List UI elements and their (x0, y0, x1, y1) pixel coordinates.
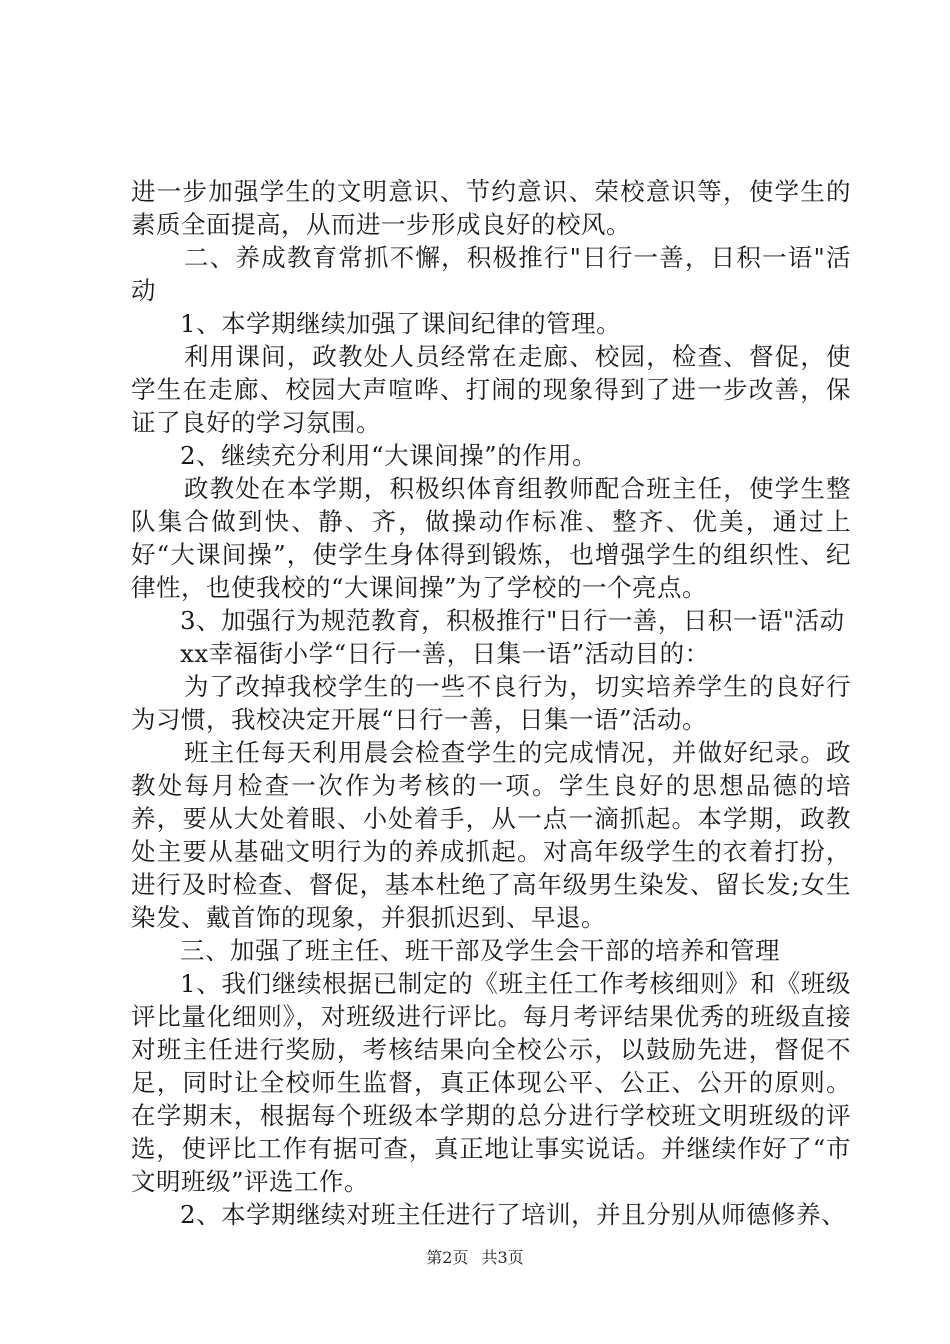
paragraph-12: 1、我们继续根据已制定的《班主任工作考核细则》和《班级评比量化细则》，对班级进行评比。每月考评结果优秀的班级直接对班主任进行奖励，考核结果向全校公示，以鼓励先进，督促不足，同时让全校师生监督，真正体现公平、公正、公开的原则。在学期末，根据每个班级本学期的总分进行学校班文明班级的评选，使评比工作有据可查，真正地让事实说话。并继续作好了“市文明班级”评选工作。 (131, 969, 851, 1196)
page-number: 第2页 (426, 1248, 469, 1267)
paragraph-5: 2、继续充分利用“大课间操”的作用。 (180, 441, 598, 470)
paragraph-7: 3、加强行为规范教育，积极推行"日行一善，日积一语"活动 (180, 606, 845, 635)
paragraph-10: 班主任每天利用晨会检查学生的完成情况，并做好纪录。政教处每月检查一次作为考核的一项。学生良好的思想品德的培养，要从大处着眼、小处着手，从一点一滴抓起。本学期，政教处主要从基础文明行为的养成抓起。对高年级学生的衣着打扮，进行及时检查、督促，基本杜绝了高年级男生染发、留长发;女生染发、戴首饰的现象，并狠抓迟到、早退。 (131, 738, 851, 932)
paragraph-1: 进一步加强学生的文明意识、节约意识、荣校意识等，使学生的素质全面提高，从而进一步形成良好的校风。 (131, 177, 851, 239)
section-heading-2: 二、养成教育常抓不懈，积极推行"日行一善，日积一语"活动 (131, 243, 851, 305)
page-footer (0, 1248, 950, 1268)
paragraph-4: 利用课间，政教处人员经常在走廊、校园，检查、督促，使学生在走廊、校园大声喧哗、打闹的现象得到了进一步改善，保证了良好的学习氛围。 (131, 342, 851, 437)
page-total: 共3页 (481, 1248, 524, 1267)
paragraph-13: 2、本学期继续对班主任进行了培训，并且分别从师德修养、 (180, 1200, 847, 1229)
section-heading-3: 三、加强了班主任、班干部及学生会干部的培养和管理 (180, 936, 780, 965)
paragraph-8: xx幸福街小学“日行一善，日集一语”活动目的： (180, 639, 710, 668)
paragraph-9: 为了改掉我校学生的一些不良行为，切实培养学生的良好行为习惯，我校决定开展“日行一善，日集一语”活动。 (131, 672, 851, 734)
paragraph-3: 1、本学期继续加强了课间纪律的管理。 (180, 309, 622, 338)
paragraph-6: 政教处在本学期，积极织体育组教师配合班主任，使学生整队集合做到快、静、齐，做操动作标准、整齐、优美，通过上好“大课间操”，使学生身体得到锻炼，也增强学生的组织性、纪律性，也使我校的“大课间操”为了学校的一个亮点。 (131, 474, 851, 602)
document-body (131, 175, 851, 1231)
